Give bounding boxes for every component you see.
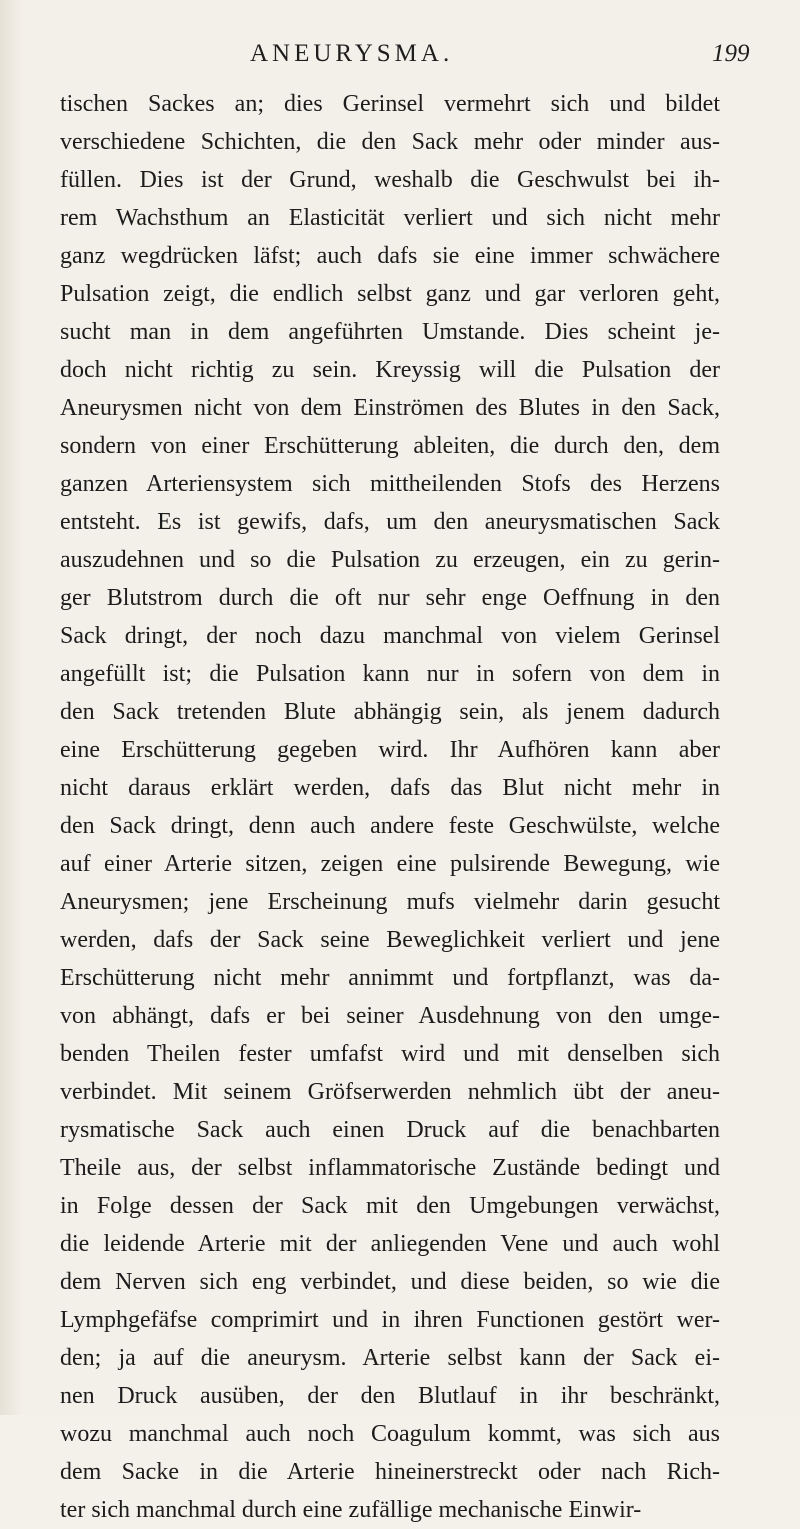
body-text [60,85,720,1529]
text-line: in Folge dessen der Sack mit den Umgebungen verwächst, [60,1193,720,1219]
text-line: Pulsation zeigt, die endlich selbst ganz und gar verloren geht, [60,281,720,307]
text-line: rem Wachsthum an Elasticität verliert und sich nicht mehr [60,205,720,231]
text-line: von abhängt, dafs er bei seiner Ausdehnung von den umge- [60,1003,720,1029]
text-line: dem Sacke in die Arterie hineinerstreckt oder nach Rich- [60,1459,720,1485]
text-line: auf einer Arterie sitzen, zeigen eine pulsirende Bewegung, wie [60,851,720,877]
text-line: Lymphgefäfse comprimirt und in ihren Functionen gestört wer- [60,1307,720,1333]
text-line: ger Blutstrom durch die oft nur sehr enge Oeffnung in den [60,585,720,611]
text-line: rysmatische Sack auch einen Druck auf die benachbarten [60,1117,720,1143]
text-line: Sack dringt, der noch dazu manchmal von vielem Gerinsel [60,623,720,649]
text-line: ganz wegdrücken läfst; auch dafs sie eine immer schwächere [60,243,720,269]
text-line: wozu manchmal auch noch Coagulum kommt, was sich aus [60,1421,720,1447]
page-header [0,40,800,80]
text-line: doch nicht richtig zu sein. Kreyssig will die Pulsation der [60,357,720,383]
text-line: entsteht. Es ist gewifs, dafs, um den aneurysmatischen Sack [60,509,720,535]
text-line: nicht daraus erklärt werden, dafs das Blut nicht mehr in [60,775,720,801]
text-line: Aneurysmen; jene Erscheinung mufs vielmehr darin gesucht [60,889,720,915]
text-line: werden, dafs der Sack seine Beweglichkeit verliert und jene [60,927,720,953]
text-line: Aneurysmen nicht von dem Einströmen des Blutes in den Sack, [60,395,720,421]
text-line: ter sich manchmal durch eine zufällige mechanische Einwir- [60,1497,642,1523]
text-line: verbindet. Mit seinem Gröfserwerden nehmlich übt der aneu- [60,1079,720,1105]
text-line: füllen. Dies ist der Grund, weshalb die Geschwulst bei ih- [60,167,720,193]
page-number: 199 [712,40,750,67]
text-line: den Sack dringt, denn auch andere feste Geschwülste, welche [60,813,720,839]
text-line: angefüllt ist; die Pulsation kann nur in sofern von dem in [60,661,720,687]
text-line: benden Theilen fester umfafst wird und mit denselben sich [60,1041,720,1067]
text-line: Erschütterung nicht mehr annimmt und fortpflanzt, was da- [60,965,720,991]
text-line: verschiedene Schichten, die den Sack mehr oder minder aus- [60,129,720,155]
text-line: den Sack tretenden Blute abhängig sein, als jenem dadurch [60,699,720,725]
text-line: die leidende Arterie mit der anliegenden Vene und auch wohl [60,1231,720,1257]
text-line: tischen Sackes an; dies Gerinsel vermehrt sich und bildet [60,91,720,117]
page-gutter-shadow [0,0,22,1415]
text-line: dem Nerven sich eng verbindet, und diese beiden, so wie die [60,1269,720,1295]
text-line: sondern von einer Erschütterung ableiten, die durch den, dem [60,433,720,459]
text-line: ganzen Arteriensystem sich mittheilenden Stofs des Herzens [60,471,720,497]
text-line: auszudehnen und so die Pulsation zu erzeugen, ein zu gerin- [60,547,720,573]
running-head: ANEURYSMA. [250,40,454,67]
text-line: Theile aus, der selbst inflammatorische Zustände bedingt und [60,1155,720,1181]
text-line: nen Druck ausüben, der den Blutlauf in ihr beschränkt, [60,1383,720,1409]
text-line: den; ja auf die aneurysm. Arterie selbst kann der Sack ei- [60,1345,720,1371]
text-line: sucht man in dem angeführten Umstande. Dies scheint je- [60,319,720,345]
text-line: eine Erschütterung gegeben wird. Ihr Aufhören kann aber [60,737,720,763]
